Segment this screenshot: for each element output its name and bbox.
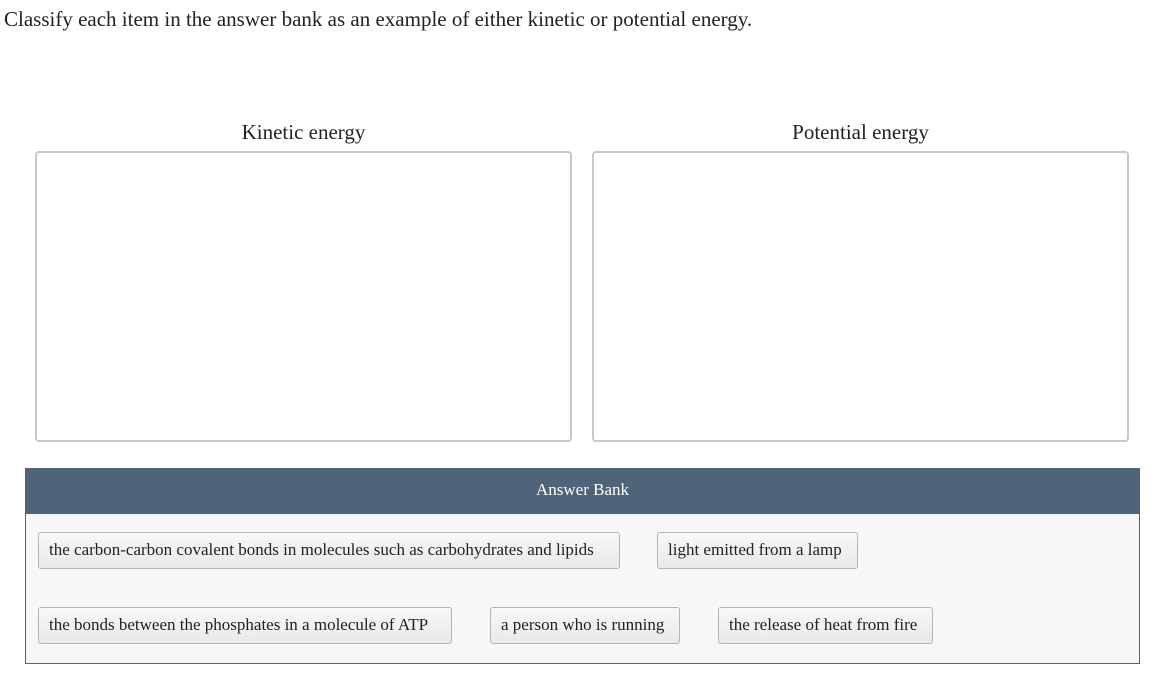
- potential-energy-bin: [592, 118, 1129, 442]
- kinetic-energy-title: Kinetic energy: [241, 120, 366, 144]
- answer-item-lamp-light[interactable]: light emitted from a lamp: [657, 532, 858, 569]
- answer-item-atp-bonds[interactable]: the bonds between the phosphates in a molecule of ATP: [38, 607, 452, 644]
- question-prompt: Classify each item in the answer bank as an example of either kinetic or potential energy.: [4, 7, 753, 31]
- answer-bank-header: Answer Bank: [26, 469, 1139, 514]
- answer-item-carbon-bonds[interactable]: the carbon-carbon covalent bonds in molecules such as carbohydrates and lipids: [38, 532, 620, 569]
- potential-energy-drop-zone[interactable]: [592, 151, 1129, 442]
- kinetic-energy-drop-zone[interactable]: [35, 151, 572, 442]
- answer-item-running-person[interactable]: a person who is running: [490, 607, 680, 644]
- answer-bank[interactable]: [25, 468, 1140, 664]
- answer-item-fire-heat[interactable]: the release of heat from fire: [718, 607, 933, 644]
- kinetic-energy-bin: [35, 118, 572, 442]
- potential-energy-title: Potential energy: [792, 120, 929, 144]
